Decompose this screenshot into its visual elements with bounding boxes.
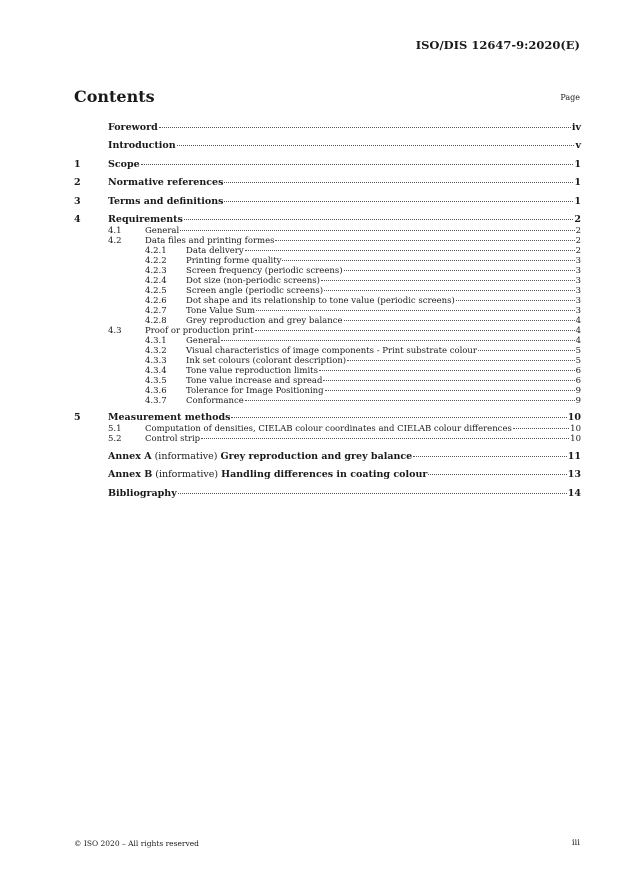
toc-entry-title: Computation of densities, CIELAB colour coordinates and CIELAB colour differences	[145, 424, 512, 435]
toc-entry-number: 4.1	[108, 225, 122, 236]
dot-leader	[245, 250, 575, 251]
toc-entry-page: 9	[575, 395, 581, 406]
toc-entry[interactable]	[74, 336, 581, 346]
dot-leader	[456, 300, 575, 301]
toc-entry[interactable]	[74, 246, 581, 256]
footer-page-number: iii	[571, 838, 580, 848]
toc-entry-title: Conformance	[186, 395, 244, 406]
dot-leader	[159, 127, 571, 128]
toc-entry-page: 6	[575, 365, 581, 376]
toc-entry-title: Tone value increase and spread	[186, 375, 323, 386]
toc-entry-page: 6	[575, 375, 581, 386]
toc-entry-number: 4.3.7	[145, 395, 167, 406]
toc-entry-number: 4.2.5	[145, 285, 167, 296]
dot-leader	[325, 390, 575, 391]
toc-entry-title: Measurement methods	[108, 412, 231, 424]
dot-leader	[245, 400, 575, 401]
toc-entry-number: 3	[74, 195, 81, 207]
toc-entry[interactable]	[74, 469, 581, 481]
dot-leader	[231, 417, 566, 418]
dot-leader	[319, 370, 575, 371]
toc-entry[interactable]	[74, 256, 581, 266]
toc-entry-title: Requirements	[108, 213, 183, 225]
toc-entry[interactable]	[74, 214, 581, 226]
toc-entry[interactable]	[74, 412, 581, 424]
toc-entry-title: Data files and printing formes	[145, 235, 275, 246]
toc-entry-page: 4	[575, 325, 581, 336]
toc-entry-number: 5	[74, 412, 81, 424]
dot-leader	[347, 360, 574, 361]
toc-entry[interactable]	[74, 346, 581, 356]
toc-entry[interactable]	[74, 196, 581, 208]
toc-entry-title	[108, 469, 427, 481]
toc-entry-title: Tone value reproduction limits	[186, 365, 318, 376]
toc-entry[interactable]	[74, 236, 581, 246]
toc-entry-title: Normative references	[108, 177, 224, 189]
annex-type: (informative)	[152, 469, 222, 481]
toc-entry-title: Scope	[108, 158, 140, 170]
toc-entry-number: 4	[74, 213, 81, 225]
toc-entry-page: 13	[567, 469, 581, 481]
toc-entry[interactable]	[74, 356, 581, 366]
toc-entry-number: 4.2.1	[145, 245, 167, 256]
toc-entry-page: 1	[574, 177, 581, 189]
toc-entry[interactable]	[74, 316, 581, 326]
dot-leader	[224, 182, 573, 183]
toc-entry-title: Printing forme quality	[186, 255, 282, 266]
toc-entry-page: 11	[567, 450, 581, 462]
toc-entry-page: 1	[574, 195, 581, 207]
annex-title: Handling differences in coating colour	[221, 469, 428, 481]
toc-entry[interactable]	[74, 306, 581, 316]
toc-entry-page: 3	[575, 255, 581, 266]
toc-entry-page: 3	[575, 295, 581, 306]
toc-entry-title: Bibliography	[108, 487, 177, 499]
toc-entry-number: 4.3.2	[145, 345, 167, 356]
dot-leader	[478, 350, 575, 351]
toc-entry-page: 4	[575, 315, 581, 326]
dot-leader	[141, 164, 574, 165]
dot-leader	[323, 380, 574, 381]
toc-entry-title: Foreword	[108, 122, 158, 133]
toc-entry-number: 5.2	[108, 434, 122, 445]
toc-entry-page: 3	[575, 275, 581, 286]
dot-leader	[324, 290, 575, 291]
dot-leader	[180, 230, 574, 231]
dot-leader	[344, 270, 575, 271]
toc-entry-page: 2	[574, 213, 581, 225]
document-id: ISO/DIS 12647-9:2020(E)	[415, 38, 580, 52]
toc-entry-number: 5.1	[108, 424, 122, 435]
annex-title: Grey reproduction and grey balance	[220, 450, 413, 462]
toc-entry[interactable]	[74, 386, 581, 396]
toc-entry-number: 4.3	[108, 325, 122, 336]
toc-entry-title: Tone Value Sum	[186, 305, 256, 316]
toc-entry-number: 4.3.3	[145, 355, 167, 366]
toc-entry-number: 4.3.1	[145, 335, 167, 346]
toc-entry-page: 4	[575, 335, 581, 346]
toc-entry-page: 10	[567, 412, 581, 424]
dot-leader	[224, 201, 573, 202]
toc-entry-title: Ink set colours (colorant description)	[186, 355, 347, 366]
toc-entry-page: 3	[575, 265, 581, 276]
page-column-label: Page	[560, 93, 580, 102]
toc-entry-page: iv	[571, 122, 581, 133]
dot-leader	[344, 320, 575, 321]
table-of-contents	[74, 122, 581, 500]
toc-entry-title: Grey reproduction and grey balance	[186, 315, 343, 326]
toc-entry[interactable]	[74, 326, 581, 336]
toc-entry-title: Screen angle (periodic screens)	[186, 285, 324, 296]
toc-entry-title: General	[145, 225, 180, 236]
toc-entry-page: 2	[575, 225, 581, 236]
toc-entry-title: Terms and definitions	[108, 195, 224, 207]
toc-entry[interactable]	[74, 451, 581, 463]
toc-entry-page: 10	[570, 424, 581, 435]
toc-entry-number: 4.3.4	[145, 365, 167, 376]
toc-entry[interactable]	[74, 296, 581, 306]
toc-entry-number: 4.2.2	[145, 255, 167, 266]
dot-leader	[177, 145, 575, 146]
toc-entry[interactable]	[74, 396, 581, 406]
dot-leader	[282, 260, 574, 261]
toc-entry-title: General	[186, 335, 221, 346]
dot-leader	[256, 310, 575, 311]
contents-title: Contents	[74, 87, 155, 106]
toc-entry-page: v	[575, 140, 581, 152]
toc-entry[interactable]	[74, 122, 581, 134]
dot-leader	[321, 280, 575, 281]
toc-entry-page: 9	[575, 385, 581, 396]
dot-leader	[275, 240, 574, 241]
toc-entry-title: Introduction	[108, 140, 176, 152]
toc-entry-title: Dot size (non-periodic screens)	[186, 275, 320, 286]
annex-label: Annex B	[108, 469, 153, 481]
toc-entry-title: Data delivery	[186, 245, 244, 256]
toc-entry[interactable]	[74, 286, 581, 296]
toc-entry-title	[108, 451, 412, 463]
dot-leader	[413, 456, 567, 457]
dot-leader	[178, 493, 567, 494]
dot-leader	[221, 340, 574, 341]
toc-entry[interactable]	[74, 276, 581, 286]
toc-entry[interactable]	[74, 424, 581, 434]
toc-entry-number: 1	[74, 158, 81, 170]
toc-entry-number: 4.2.8	[145, 315, 167, 326]
toc-entry-page: 3	[575, 305, 581, 316]
toc-entry-title: Visual characteristics of image components - Print substrate colour	[186, 345, 477, 356]
toc-entry-number: 4.2.4	[145, 275, 167, 286]
toc-entry-page: 2	[575, 235, 581, 246]
toc-entry[interactable]	[74, 140, 581, 152]
toc-entry[interactable]	[74, 226, 581, 236]
annex-type: (informative)	[151, 450, 221, 462]
toc-entry-title: Dot shape and its relationship to tone value (periodic screens)	[186, 295, 455, 306]
toc-entry[interactable]	[74, 488, 581, 500]
toc-entry[interactable]	[74, 366, 581, 376]
toc-entry-page: 10	[570, 434, 581, 445]
toc-entry[interactable]	[74, 177, 581, 189]
dot-leader	[201, 438, 569, 439]
toc-entry-number: 4.2.3	[145, 265, 167, 276]
copyright-notice: © ISO 2020 – All rights reserved	[74, 839, 199, 848]
toc-entry[interactable]	[74, 376, 581, 386]
toc-entry-page: 5	[575, 345, 581, 356]
dot-leader	[513, 428, 569, 429]
toc-entry-page: 2	[575, 245, 581, 256]
toc-entry-number: 4.2	[108, 235, 122, 246]
dot-leader	[255, 330, 575, 331]
toc-entry-number: 4.2.6	[145, 295, 167, 306]
toc-entry-page: 1	[574, 158, 581, 170]
toc-entry-title: Screen frequency (periodic screens)	[186, 265, 343, 276]
toc-entry[interactable]	[74, 159, 581, 171]
toc-entry-number: 4.2.7	[145, 305, 167, 316]
toc-entry-number: 4.3.6	[145, 385, 167, 396]
toc-entry[interactable]	[74, 434, 581, 444]
toc-entry-number: 2	[74, 177, 81, 189]
dot-leader	[428, 474, 566, 475]
toc-entry[interactable]	[74, 266, 581, 276]
toc-entry-title: Control strip	[145, 434, 201, 445]
toc-entry-page: 3	[575, 285, 581, 296]
toc-entry-title: Proof or production print	[145, 325, 254, 336]
toc-entry-number: 4.3.5	[145, 375, 167, 386]
toc-entry-page: 5	[575, 355, 581, 366]
toc-entry-title: Tolerance for Image Positioning	[186, 385, 324, 396]
dot-leader	[184, 219, 573, 220]
annex-label: Annex A	[108, 450, 152, 462]
toc-entry-page: 14	[567, 487, 581, 499]
